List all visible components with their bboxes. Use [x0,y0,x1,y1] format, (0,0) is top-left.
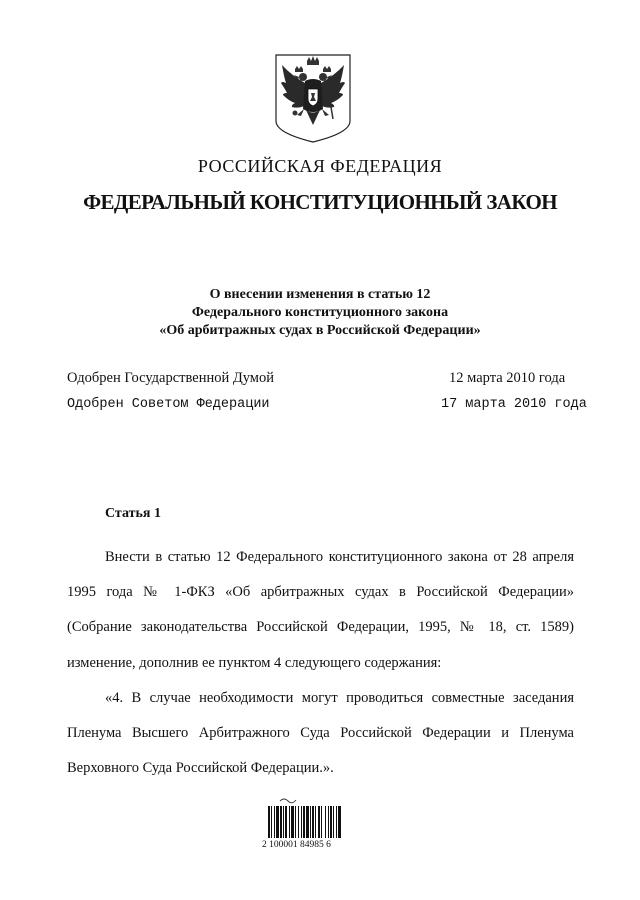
law-title-line-3: «Об арбитражных судах в Российской Федерации» [159,323,481,338]
article-paragraph-2: «4. В случае необходимости могут проводиться совместные заседания Пленума Высшего Арбитражного Суда Российской Федерации и Пленума Верховного Суда Российской Федерации.». [67,689,574,777]
country-name: РОССИЙСКАЯ ФЕДЕРАЦИЯ [197,156,443,176]
article-heading: Статья 1 [105,506,161,521]
duma-approval-date: 12 марта 2010 года [449,370,566,386]
coat-of-arms-emblem [273,53,353,143]
barcode-number: 2 100001 84985 6 [262,840,331,850]
article-body [67,540,574,786]
council-approval-date: 17 марта 2010 года [441,397,587,412]
article-paragraph-1: Внести в статью 12 Федерального конституционного закона от 28 апреля 1995 года № 1-ФКЗ «Об арбитражных судах в Российской Федерации» (Собрание законодательства Российской Федерации, 1995, № 18, ст. 1589) изменение, дополнив ее пунктом 4 следующего содержания: [67,549,574,671]
law-type-heading: ФЕДЕРАЛЬНЫЙ КОНСТИТУЦИОННЫЙ ЗАКОН [83,190,557,214]
law-title-line-2: Федерального конституционного закона [191,305,449,320]
law-title [0,286,640,340]
law-title-line-1: О внесении изменения в статью 12 [209,287,431,302]
duma-approval-label: Одобрен Государственной Думой [67,370,274,386]
council-approval-label: Одобрен Советом Федерации [67,397,270,412]
barcode [266,798,378,846]
